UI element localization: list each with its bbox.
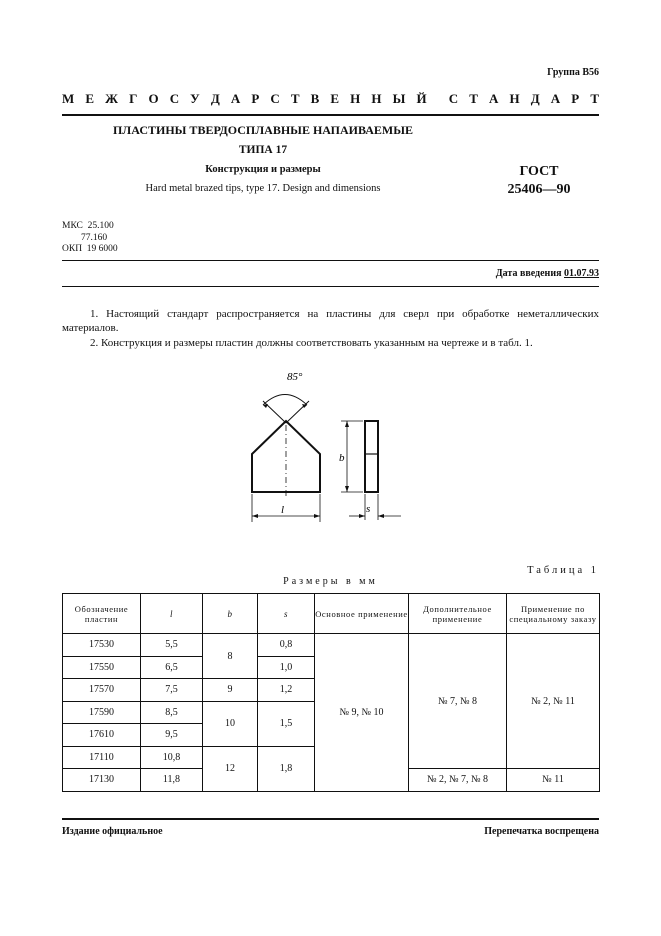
gost-code: 25406—90 [507,182,571,197]
cell-l: 10,8 [141,746,203,769]
cell-main-use: № 9, № 10 [315,634,409,792]
table-units: Размеры в мм [283,576,378,587]
header-divider [62,114,599,116]
cell-l: 8,5 [141,701,203,724]
cell-special-use: № 2, № 11 [507,634,600,769]
banner-letter: Ж [105,91,118,106]
banner-letter: Т [290,91,300,106]
cell-l: 6,5 [141,656,203,679]
tip-outline-side [365,421,378,492]
cell-l: 9,5 [141,724,203,747]
banner-letter: Д [530,91,540,106]
banner-letter: Т [590,91,599,106]
banner-letter: Т [469,91,478,106]
angle-leg-left [263,401,286,423]
banner-letter: С [169,91,180,106]
banner-letter: А [550,91,561,106]
header-special-use: Применение по специальному заказу [507,594,600,634]
dim-s-label: s [366,503,371,515]
cell-l: 5,5 [141,634,203,657]
cell-extra-use: № 2, № 7, № 8 [409,769,507,792]
paragraph-1: 1. Настоящий стандарт распространяется на пластины для сверл при обработке неметаллических материалов. [62,308,599,334]
gost-label: ГОСТ [519,164,559,179]
cell-b: 9 [203,679,258,702]
angle-label: 85° [287,371,303,383]
header-main-use: Основное применение [315,594,409,634]
banner-letter: А [489,91,499,106]
angle-leg-right [286,401,309,423]
cell-code: 17110 [63,746,141,769]
dim-b-label: b [339,452,345,464]
cell-s: 1,2 [258,679,315,702]
dim-l-label: l [281,504,285,516]
banner-letter: М [62,91,75,106]
standard-banner [62,91,599,107]
codes-divider [62,260,599,261]
okp-code: ОКП 19 6000 [62,244,118,254]
banner-letter: Н [350,91,361,106]
angle-arc [263,395,307,406]
dim-s-arrow-left [359,514,365,518]
header-s: s [258,594,315,634]
gost-number [484,163,594,199]
mks-code-2: 77.160 [62,232,108,243]
cell-code: 17570 [63,679,141,702]
classification-codes [62,221,118,256]
banner-letter: Е [85,91,95,106]
cell-b: 10 [203,701,258,746]
effective-date-value: 01.07.93 [564,268,599,279]
banner-letter: А [230,91,241,106]
banner-letter: В [310,91,320,106]
cell-b: 8 [203,634,258,679]
dim-b-arrow-bottom [345,486,349,492]
edition-note: Издание официальное [62,826,163,837]
banner-letter: С [448,91,459,106]
header-extra-use: Дополнительное применение [409,594,507,634]
table-caption: Таблица 1 [527,565,599,576]
header-b: b [203,594,258,634]
document-title-english: Hard metal brazed tips, type 17. Design and dimensions [145,183,381,194]
cell-s: 0,8 [258,634,315,657]
mks-code-1: МКС 25.100 [62,221,114,231]
cell-code: 17530 [63,634,141,657]
tip-drawing [235,370,415,530]
cell-extra-use: № 7, № 8 [409,634,507,769]
cell-code: 17610 [63,724,141,747]
banner-letter: Н [371,91,382,106]
cell-code: 17130 [63,769,141,792]
banner-letter: Й [416,91,427,106]
banner-letter: Р [571,91,580,106]
cell-s: 1,8 [258,746,315,791]
banner-letter: О [148,91,159,106]
document-subtitle: Конструкция и размеры [205,164,321,175]
group-code: Группа В56 [547,67,599,78]
dim-s-arrow-right [378,514,384,518]
banner-letter: Ы [392,91,406,106]
effective-date-label: Дата введения [495,268,562,279]
banner-letter: Н [509,91,520,106]
document-title-type: ТИПА 17 [238,144,288,156]
dim-b-arrow-top [345,421,349,427]
dim-l-arrow-left [252,514,258,518]
cell-s: 1,5 [258,701,315,746]
cell-code: 17590 [63,701,141,724]
header-designation: Обозначение пластин [63,594,141,634]
cell-l: 7,5 [141,679,203,702]
banner-letter: У [190,91,200,106]
table-row [63,634,600,657]
cell-b: 12 [203,746,258,791]
banner-letter: Д [210,91,220,106]
dimensions-table [62,593,600,792]
document-title: ПЛАСТИНЫ ТВЕРДОСПЛАВНЫЕ НАПАИВАЕМЫЕ [112,123,414,137]
table-header-row [63,594,600,634]
header-l: l [141,594,203,634]
paragraph-2: 2. Конструкция и размеры пластин должны соответствовать указанным на чертеже и в табл. 1. [90,337,533,349]
dim-l-arrow-right [314,514,320,518]
date-divider [62,286,599,287]
cell-s: 1,0 [258,656,315,679]
footer-divider [62,818,599,820]
reprint-note: Перепечатка воспрещена [484,826,599,837]
banner-letter: Е [330,91,340,106]
cell-special-use: № 11 [507,769,600,792]
banner-letter: Р [251,91,260,106]
cell-l: 11,8 [141,769,203,792]
cell-code: 17550 [63,656,141,679]
effective-date [496,268,599,279]
banner-letter: Г [129,91,138,106]
banner-letter: С [270,91,280,106]
